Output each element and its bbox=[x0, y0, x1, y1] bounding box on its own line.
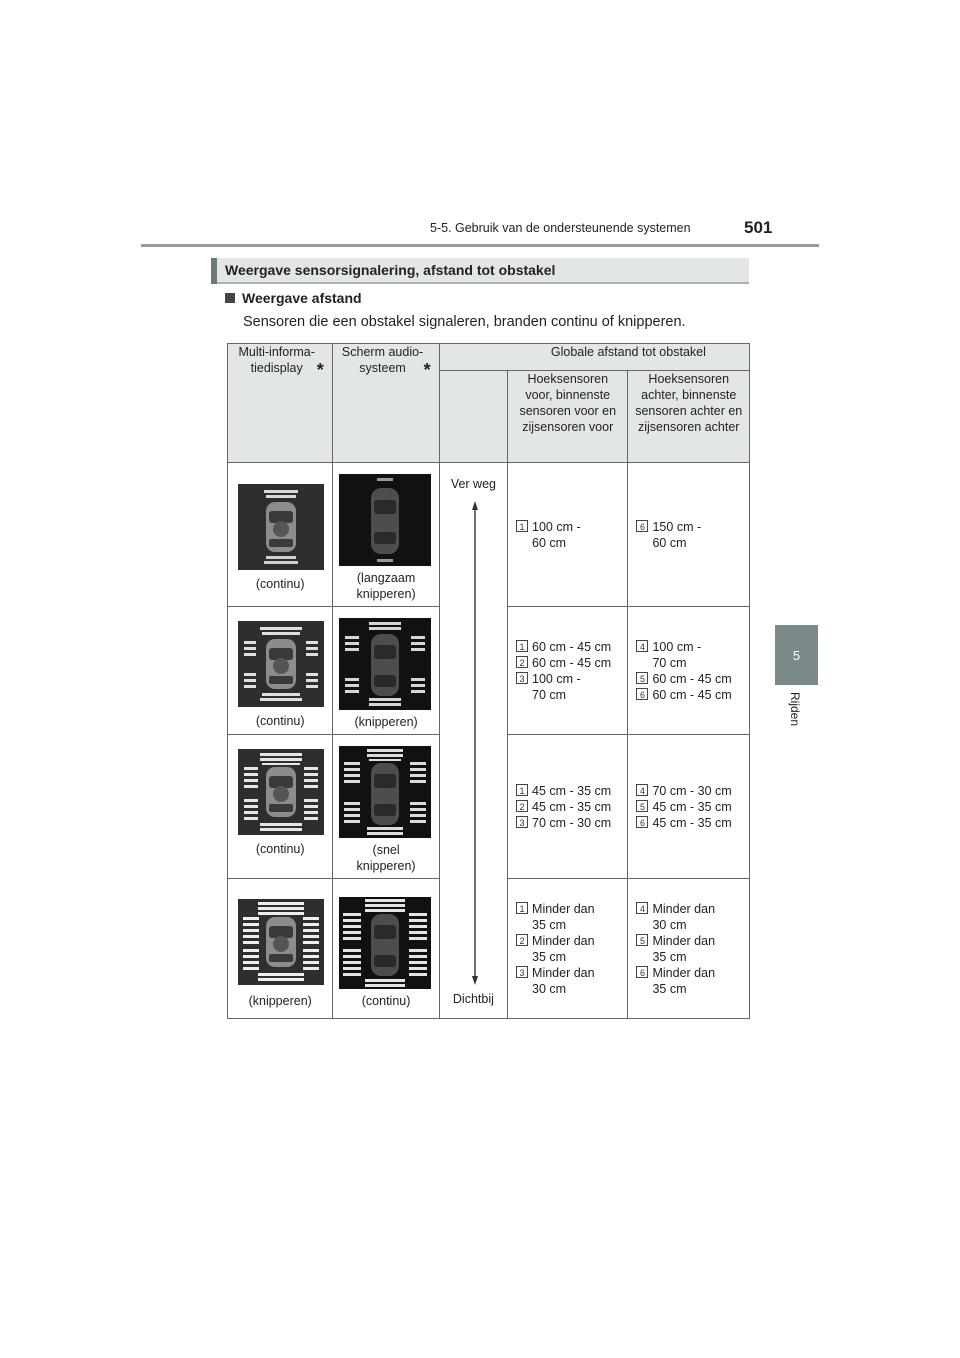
subheading bbox=[225, 290, 362, 306]
value-text: 100 cm - 70 cm bbox=[652, 640, 702, 670]
sensor-number-badge: 6 bbox=[636, 816, 648, 828]
value-text: 60 cm - 45 cm bbox=[652, 672, 732, 686]
header-global-distance bbox=[439, 344, 749, 371]
value-line bbox=[516, 901, 595, 933]
value-text: 100 cm - 60 cm bbox=[532, 520, 581, 550]
front-values-cell bbox=[508, 879, 628, 1019]
multi-display-caption: (continu) bbox=[255, 714, 305, 728]
multi-display-cell bbox=[228, 735, 333, 879]
rear-values-cell bbox=[628, 607, 750, 735]
square-bullet-icon bbox=[225, 293, 235, 303]
header-front-sensors bbox=[508, 371, 628, 463]
header-rear-sensors bbox=[628, 371, 750, 463]
multi-display-caption: (knipperen) bbox=[248, 994, 312, 1008]
sensor-number-badge: 5 bbox=[636, 934, 648, 946]
chapter-number: 5 bbox=[792, 647, 801, 663]
value-text: 45 cm - 35 cm bbox=[532, 800, 612, 814]
value-line bbox=[636, 815, 731, 831]
multi-display-caption: (continu) bbox=[255, 577, 305, 591]
value-text: Minder dan 30 cm bbox=[532, 966, 595, 996]
front-values-cell bbox=[508, 735, 628, 879]
rear-values-cell bbox=[628, 879, 750, 1019]
distance-scale-cell bbox=[439, 463, 507, 1019]
value-line bbox=[516, 965, 595, 997]
asterisk-mark: * bbox=[316, 360, 324, 380]
asterisk-mark: * bbox=[423, 360, 431, 380]
sensor-number-badge: 3 bbox=[516, 672, 528, 684]
value-list bbox=[516, 901, 595, 997]
chapter-label bbox=[786, 692, 806, 736]
value-line bbox=[516, 799, 611, 815]
value-text: 60 cm - 45 cm bbox=[532, 640, 612, 654]
value-text: 70 cm - 30 cm bbox=[652, 784, 732, 798]
value-line bbox=[636, 933, 715, 965]
header-front-sensors-text: Hoeksensoren voor, binnenste sensoren voor en zijsensoren voor bbox=[519, 372, 617, 434]
header-multi-info-text: Multi-informa-tiedisplay bbox=[238, 345, 315, 375]
value-line bbox=[636, 799, 731, 815]
value-list bbox=[636, 783, 731, 831]
value-text: 45 cm - 35 cm bbox=[652, 816, 732, 830]
audio-screen-cell bbox=[333, 463, 439, 607]
audio-screen-caption: (langzaam knipperen) bbox=[356, 571, 416, 601]
sensor-number-badge: 1 bbox=[516, 640, 528, 652]
sensor-number-badge: 6 bbox=[636, 520, 648, 532]
multi-display-image bbox=[238, 621, 324, 707]
value-text: 100 cm - 70 cm bbox=[532, 672, 581, 702]
value-line bbox=[516, 933, 595, 965]
section-title: Weergave sensorsignalering, afstand tot obstakel bbox=[225, 262, 556, 278]
value-text: 45 cm - 35 cm bbox=[652, 800, 732, 814]
rear-values-cell bbox=[628, 735, 750, 879]
chapter-label-text: Rijden bbox=[788, 692, 802, 727]
sensor-number-badge: 2 bbox=[516, 656, 528, 668]
sensor-number-badge: 4 bbox=[636, 640, 648, 652]
chapter-tab bbox=[775, 625, 818, 685]
sensor-number-badge: 2 bbox=[516, 934, 528, 946]
multi-display-image bbox=[238, 484, 324, 570]
running-header: 5-5. Gebruik van de ondersteunende systemen bbox=[430, 221, 691, 235]
audio-screen-image bbox=[339, 618, 431, 710]
audio-screen-cell bbox=[333, 607, 439, 735]
audio-screen-caption-text: (snel knipperen) bbox=[356, 843, 416, 873]
multi-display-image bbox=[238, 749, 324, 835]
value-list bbox=[516, 783, 611, 831]
header-rear-sensors-text: Hoeksensoren achter, binnenste sensoren achter en zijsensoren achter bbox=[635, 372, 743, 434]
sensor-number-badge: 4 bbox=[636, 902, 648, 914]
value-line bbox=[636, 783, 731, 799]
section-title-accent bbox=[211, 258, 217, 284]
sensor-number-badge: 1 bbox=[516, 784, 528, 796]
value-line bbox=[636, 687, 731, 703]
value-text: Minder dan 35 cm bbox=[652, 966, 716, 996]
header-multi-info bbox=[228, 344, 333, 463]
value-text: Minder dan 35 cm bbox=[532, 902, 595, 932]
audio-screen-caption: (continu) bbox=[361, 994, 411, 1008]
value-text: Minder dan 35 cm bbox=[532, 934, 595, 964]
value-line bbox=[636, 671, 731, 687]
value-list bbox=[636, 519, 701, 551]
value-text: Minder dan 35 cm bbox=[652, 934, 716, 964]
multi-display-image bbox=[238, 899, 324, 985]
value-line bbox=[516, 671, 611, 703]
value-list bbox=[636, 901, 715, 997]
multi-display-cell bbox=[228, 607, 333, 735]
multi-display-caption: (continu) bbox=[255, 842, 305, 856]
header-rule bbox=[141, 244, 819, 247]
audio-screen-image bbox=[339, 474, 431, 566]
sensor-number-badge: 5 bbox=[636, 672, 648, 684]
sensor-number-badge: 6 bbox=[636, 966, 648, 978]
value-text: 60 cm - 45 cm bbox=[652, 688, 732, 702]
value-text: 45 cm - 35 cm bbox=[532, 784, 612, 798]
value-line bbox=[516, 639, 611, 655]
sensor-number-badge: 5 bbox=[636, 800, 648, 812]
value-line bbox=[516, 655, 611, 671]
audio-screen-image bbox=[339, 746, 431, 838]
value-line bbox=[636, 519, 701, 551]
header-spacer bbox=[439, 371, 507, 463]
header-audio-screen-text: Scherm audio-systeem bbox=[341, 345, 424, 375]
value-line bbox=[516, 519, 581, 551]
value-list bbox=[516, 519, 581, 551]
near-label: Dichtbij bbox=[452, 992, 494, 1006]
value-list bbox=[636, 639, 731, 703]
rear-values-cell bbox=[628, 463, 750, 607]
value-text: Minder dan 30 cm bbox=[652, 902, 716, 932]
multi-display-cell bbox=[228, 879, 333, 1019]
audio-screen-image bbox=[339, 897, 431, 989]
front-values-cell bbox=[508, 607, 628, 735]
double-arrow-icon bbox=[472, 501, 478, 985]
value-text: 60 cm - 45 cm bbox=[532, 656, 612, 670]
sensor-number-badge: 2 bbox=[516, 800, 528, 812]
audio-screen-cell bbox=[333, 735, 439, 879]
section-title-bar bbox=[211, 258, 749, 284]
audio-screen-caption bbox=[333, 842, 438, 874]
value-line bbox=[516, 783, 611, 799]
page-number: 501 bbox=[744, 218, 773, 237]
table-row bbox=[228, 463, 750, 607]
distance-table bbox=[227, 343, 750, 1019]
value-line bbox=[636, 901, 715, 933]
sensor-number-badge: 3 bbox=[516, 816, 528, 828]
value-line bbox=[636, 639, 731, 671]
sensor-number-badge: 4 bbox=[636, 784, 648, 796]
subheading-text: Weergave afstand bbox=[242, 290, 362, 306]
sensor-number-badge: 6 bbox=[636, 688, 648, 700]
multi-display-cell bbox=[228, 463, 333, 607]
value-line bbox=[636, 965, 715, 997]
header-global-distance-text: Globale afstand tot obstakel bbox=[550, 345, 706, 359]
value-text: 150 cm - 60 cm bbox=[652, 520, 702, 550]
value-list bbox=[516, 639, 611, 703]
sensor-number-badge: 1 bbox=[516, 520, 528, 532]
value-text: 70 cm - 30 cm bbox=[532, 816, 612, 830]
audio-screen-cell bbox=[333, 879, 439, 1019]
front-values-cell bbox=[508, 463, 628, 607]
value-line bbox=[516, 815, 611, 831]
intro-text: Sensoren die een obstakel signaleren, branden continu of knipperen. bbox=[243, 314, 686, 330]
audio-screen-caption: (knipperen) bbox=[354, 715, 418, 729]
header-audio-screen bbox=[333, 344, 439, 463]
sensor-number-badge: 1 bbox=[516, 902, 528, 914]
far-label: Ver weg bbox=[450, 477, 496, 491]
sensor-number-badge: 3 bbox=[516, 966, 528, 978]
